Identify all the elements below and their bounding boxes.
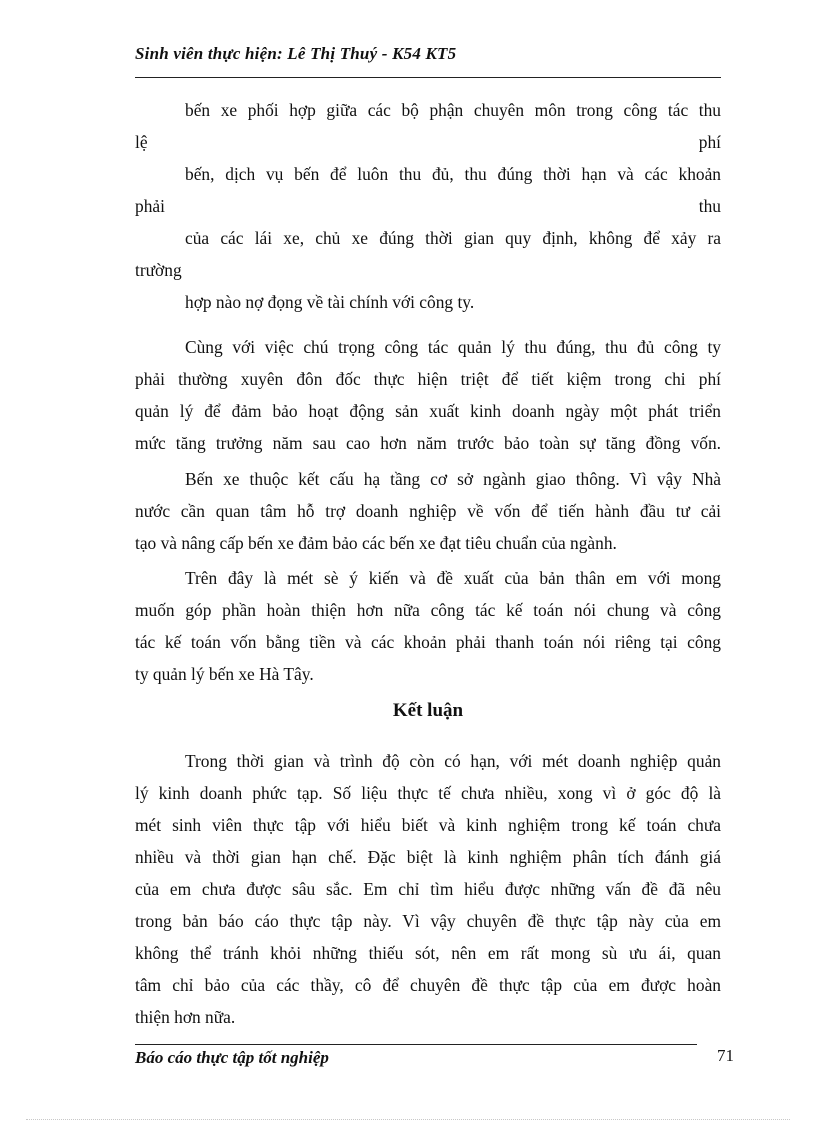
text-line: bến xe phối hợp giữa các bộ phận chuyên môn trong công tác thu xyxy=(185,100,721,120)
text-line: lý kinh doanh phức tạp. Số liệu thực tế chưa nhiều, xong vì ở góc độ là xyxy=(135,783,721,803)
page-edge-dotted-line xyxy=(26,1119,790,1120)
page-header-title: Sinh viên thực hiện: Lê Thị Thuý - K54 KT5 xyxy=(135,44,457,63)
text-line: trường xyxy=(135,260,182,280)
header-divider xyxy=(135,77,721,78)
text-line: Cùng với việc chú trọng công tác quản lý thu đúng, thu đủ công ty xyxy=(185,337,721,357)
text-line: nhiều và thời gian hạn chế. Đặc biệt là kinh nghiệm phân tích đánh giá xyxy=(135,847,721,867)
paragraph-proposals xyxy=(135,562,721,690)
conclusion-heading: Kết luận xyxy=(392,700,464,721)
text-line xyxy=(135,190,721,222)
text-line: mức tăng trưởng năm sau cao hơn năm trước bảo toàn sự tăng đồng vốn. xyxy=(135,433,721,453)
text-line: không thể tránh khỏi những thiếu sót, nên em rất mong sù ưu ái, quan xyxy=(135,943,721,963)
text-word: thu xyxy=(698,196,721,216)
text-line: phải thường xuyên đôn đốc thực hiện triệt để tiết kiệm trong chi phí xyxy=(135,369,721,389)
text-line: thiện hơn nữa. xyxy=(135,1007,236,1027)
text-line: của các lái xe, chủ xe đúng thời gian quy định, không để xảy ra xyxy=(185,228,721,248)
text-line: ty quản lý bến xe Hà Tây. xyxy=(135,664,314,684)
paragraph-cost-saving xyxy=(135,331,721,459)
conclusion-paragraph xyxy=(135,745,721,1033)
text-line: bến, dịch vụ bến để luôn thu đủ, thu đúng thời hạn và các khoản xyxy=(185,164,721,184)
text-line: muốn góp phần hoàn thiện hơn nữa công tác kế toán nói chung và công xyxy=(135,600,721,620)
text-word: lệ xyxy=(135,132,148,152)
text-line: mét sinh viên thực tập với hiểu biết và kinh nghiệm trong kế toán chưa xyxy=(135,815,721,835)
text-line: hợp nào nợ đọng về tài chính với công ty. xyxy=(185,292,475,312)
footer-title: Báo cáo thực tập tốt nghiệp xyxy=(135,1048,329,1067)
text-line: Trên đây là mét sè ý kiến và đề xuất của bản thân em với mong xyxy=(185,568,721,588)
page-number: 71 xyxy=(717,1046,734,1065)
paragraph-infrastructure xyxy=(135,463,721,559)
text-line xyxy=(135,126,721,158)
text-word: phí xyxy=(698,132,721,152)
text-line: của em chưa được sâu sắc. Em chỉ tìm hiểu được những vấn đề đã nêu xyxy=(135,879,721,899)
text-line: tạo và nâng cấp bến xe đảm bảo các bến xe đạt tiêu chuẩn của ngành. xyxy=(135,533,617,553)
text-line: tác kế toán vốn bằng tiền và các khoản phải thanh toán nói riêng tại công xyxy=(135,632,721,652)
text-line: tâm chỉ bảo của các thầy, cô để chuyên đề thực tập của em được hoàn xyxy=(135,975,721,995)
text-line: Bến xe thuộc kết cấu hạ tầng cơ sở ngành giao thông. Vì vậy Nhà xyxy=(185,469,721,489)
footer-divider xyxy=(135,1044,697,1045)
text-line: quản lý để đảm bảo hoạt động sản xuất kinh doanh ngày một phát triển xyxy=(135,401,721,421)
text-line: trong bản báo cáo thực tập này. Vì vậy chuyên đề thực tập này của em xyxy=(135,911,721,931)
text-word: phải xyxy=(135,196,165,216)
continuation-paragraph xyxy=(135,94,721,318)
text-line: Trong thời gian và trình độ còn có hạn, với mét doanh nghiệp quản xyxy=(185,751,721,771)
text-line: nước cần quan tâm hỗ trợ doanh nghiệp về vốn để tiến hành đầu tư cải xyxy=(135,501,721,521)
